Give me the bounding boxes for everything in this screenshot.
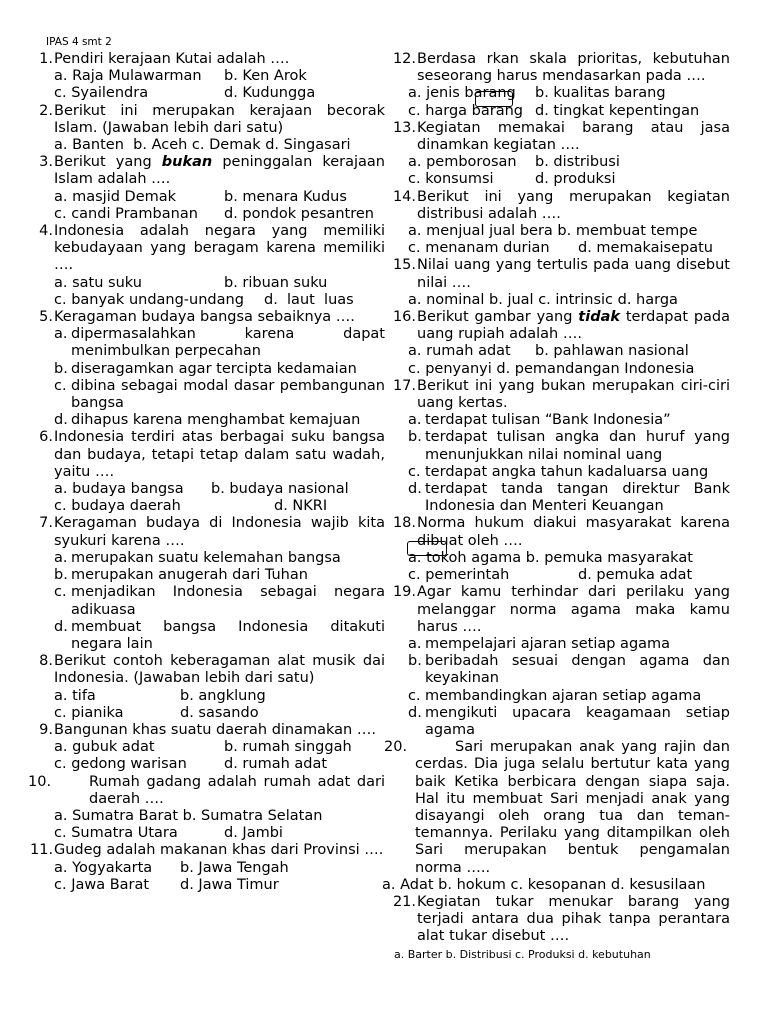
option-b: b. rumah singgah bbox=[224, 739, 352, 756]
right-column bbox=[378, 51, 730, 963]
option-c: c. Syailendra bbox=[54, 85, 149, 102]
question-number: 6. bbox=[39, 429, 53, 446]
option-text: dihapus karena menghambat kemajuan bbox=[71, 412, 361, 429]
option-d: d. pemuka adat bbox=[578, 567, 693, 584]
option-c bbox=[30, 584, 385, 618]
options-row: a. tokoh agama b. pemuka masyarakat bbox=[408, 549, 693, 566]
option-key: b. bbox=[54, 567, 68, 584]
options-row bbox=[30, 481, 385, 498]
option-c: c. pemerintah bbox=[408, 567, 510, 584]
question-16 bbox=[378, 309, 730, 343]
option-c: c. gedong warisan bbox=[54, 756, 187, 773]
question-3 bbox=[30, 154, 385, 188]
option-c bbox=[378, 688, 730, 705]
question-20 bbox=[384, 739, 730, 877]
option-text: dibina sebagai modal dasar pembangunan bangsa bbox=[71, 377, 385, 412]
emphasis-word: bukan bbox=[161, 154, 213, 171]
question-2 bbox=[30, 103, 385, 137]
emphasis-word: tidak bbox=[578, 309, 621, 326]
question-number: 11. bbox=[30, 842, 54, 859]
option-d: d. tingkat kepentingan bbox=[535, 102, 700, 119]
option-c bbox=[378, 464, 730, 481]
document-header: IPAS 4 smt 2 bbox=[46, 36, 112, 48]
question-text: Rumah gadang adalah rumah adat dari daerah …. bbox=[89, 773, 385, 807]
question-text: Indonesia terdiri atas berbagai suku bangsa dan budaya, tetapi tetap dalam satu wadah, yaitu …. bbox=[54, 429, 385, 480]
option-a bbox=[30, 326, 385, 360]
option-d: d. rumah adat bbox=[224, 756, 328, 773]
question-10 bbox=[28, 774, 385, 808]
option-key: b. bbox=[408, 429, 422, 446]
question-number: 10. bbox=[28, 773, 52, 790]
option-b: b. menara Kudus bbox=[224, 188, 347, 205]
option-c: c. konsumsi bbox=[408, 171, 494, 188]
option-a: a. gubuk adat bbox=[54, 739, 155, 756]
option-d: d. memakaisepatu bbox=[578, 240, 713, 257]
options-row: c. penyanyi d. pemandangan Indonesia bbox=[408, 360, 695, 377]
text-part: Berikut gambar yang bbox=[417, 309, 573, 326]
question-number: 13. bbox=[392, 119, 416, 136]
question-number: 16. bbox=[392, 309, 416, 326]
options-row: a. menjual jual bera b. membuat tempe bbox=[408, 223, 698, 240]
option-d: d. sasando bbox=[180, 704, 259, 721]
option-a: a. jenis barang bbox=[408, 85, 516, 102]
left-column bbox=[30, 51, 385, 894]
option-key: a. bbox=[408, 412, 422, 429]
option-a: a. pemborosan bbox=[408, 154, 517, 171]
option-a: a. masjid Demak bbox=[54, 188, 177, 205]
option-b: b. angklung bbox=[180, 687, 266, 704]
option-key: c. bbox=[408, 463, 421, 480]
option-b: b. Jawa Tengah bbox=[180, 859, 289, 876]
option-a: a. tifa bbox=[54, 687, 96, 704]
option-c: c. harga barang bbox=[408, 102, 524, 119]
option-b: b. distribusi bbox=[535, 154, 620, 171]
options-row: a. nominal b. jual c. intrinsic d. harga bbox=[408, 291, 678, 308]
question-text: Sari merupakan anak yang rajin dan cerdas. Dia juga selalu bertutur kata yang baik Ketika berbicara dengan siapa saja. Hal itu membuat Sari menjadi anak yang disayangi oleh orang tua dan teman-temannya. Perilaku yang ditampilkan oleh Sari merupakan bentuk pengamalan norma ….. bbox=[415, 739, 730, 876]
option-text: terdapat tulisan “Bank Indonesia” bbox=[425, 412, 671, 429]
option-key: c. bbox=[54, 377, 67, 394]
option-text: mengikuti upacara keagamaan setiap agama bbox=[425, 704, 730, 738]
option-b: b. kualitas barang bbox=[535, 85, 666, 102]
option-text: merupakan suatu kelemahan bangsa bbox=[71, 549, 341, 566]
question-number: 14. bbox=[392, 188, 416, 205]
annotation-box bbox=[475, 91, 513, 107]
option-c: c. banyak undang-undang bbox=[54, 291, 244, 308]
question-number: 19. bbox=[392, 584, 416, 601]
option-key: d. bbox=[54, 412, 68, 429]
option-d bbox=[378, 705, 730, 739]
question-6 bbox=[30, 429, 385, 481]
option-c: c. candi Prambanan bbox=[54, 205, 198, 222]
question-number: 5. bbox=[39, 309, 53, 326]
options-row: a. Banten b. Aceh c. Demak d. Singasari bbox=[54, 137, 351, 154]
options-row bbox=[378, 103, 730, 120]
option-a: a. Yogyakarta bbox=[54, 859, 153, 876]
option-key: d. bbox=[408, 481, 422, 498]
option-c: c. Sumatra Utara bbox=[54, 825, 178, 842]
question-text: Berikut ini merupakan kerajaan becorak Islam. (Jawaban lebih dari satu) bbox=[54, 102, 385, 136]
question-text: Keragaman budaya di Indonesia wajib kita syukuri karena …. bbox=[54, 515, 385, 549]
option-key: a. bbox=[54, 549, 68, 566]
question-number: 1. bbox=[39, 51, 53, 67]
option-d: d. NKRI bbox=[274, 498, 328, 515]
option-b: b. ribuan suku bbox=[224, 274, 328, 291]
question-text: Indonesia adalah negara yang memiliki kebudayaan yang beragam karena memiliki …. bbox=[54, 223, 385, 274]
option-a bbox=[378, 412, 730, 429]
options-row bbox=[30, 825, 385, 842]
option-b bbox=[378, 653, 730, 687]
option-text: terdapat angka tahun kadaluarsa uang bbox=[425, 463, 709, 480]
question-number: 17. bbox=[392, 377, 416, 394]
options-row bbox=[30, 292, 385, 309]
question-text: Kegiatan tukar menukar barang yang terjadi antara dua pihak tanpa perantara alat tukar disebut …. bbox=[417, 893, 730, 945]
question-21 bbox=[378, 894, 730, 946]
question-4 bbox=[30, 223, 385, 275]
option-a bbox=[30, 550, 385, 567]
options-row bbox=[378, 171, 730, 188]
options-row bbox=[30, 189, 385, 206]
question-number: 3. bbox=[39, 154, 53, 171]
question-text: Norma hukum diakui masyarakat karena dibuat oleh …. bbox=[417, 515, 730, 549]
option-a: a. rumah adat bbox=[408, 343, 511, 360]
question-17 bbox=[378, 378, 730, 412]
option-key: b. bbox=[408, 653, 422, 670]
option-key: c. bbox=[54, 584, 67, 601]
text-part: Berikut yang bbox=[54, 154, 152, 171]
question-8 bbox=[30, 653, 385, 687]
options-row bbox=[30, 85, 385, 102]
option-c: c. pianika bbox=[54, 704, 124, 721]
options-row bbox=[378, 85, 730, 102]
option-text: terdapat tanda tangan direktur Bank Indonesia dan Menteri Keuangan bbox=[425, 481, 730, 515]
question-11 bbox=[30, 842, 385, 859]
question-text bbox=[54, 154, 385, 188]
question-text: Gudeg adalah makanan khas dari Provinsi …. bbox=[54, 842, 384, 859]
option-d bbox=[378, 481, 730, 515]
option-text: terdapat tulisan angka dan huruf yang menunjukkan nilai nominal uang bbox=[425, 429, 730, 463]
question-text: Bangunan khas suatu daerah dinamakan …. bbox=[54, 721, 376, 738]
annotation-box bbox=[407, 541, 447, 556]
option-d bbox=[30, 412, 385, 429]
option-b: b. pahlawan nasional bbox=[535, 343, 689, 360]
option-d: d. pondok pesantren bbox=[224, 205, 374, 222]
question-text: Nilai uang yang tertulis pada uang disebut nilai …. bbox=[417, 257, 730, 291]
options-row bbox=[378, 154, 730, 171]
question-text: Keragaman budaya bangsa sebaiknya …. bbox=[54, 309, 355, 326]
option-c bbox=[30, 378, 385, 412]
options-row bbox=[30, 860, 385, 877]
option-b bbox=[378, 429, 730, 463]
option-c: c. budaya daerah bbox=[54, 498, 181, 515]
question-5 bbox=[30, 309, 385, 326]
option-d: d. Jawa Timur bbox=[180, 876, 279, 893]
option-d: d. Jambi bbox=[224, 825, 283, 842]
question-7 bbox=[30, 515, 385, 549]
option-text: merupakan anugerah dari Tuhan bbox=[71, 567, 308, 584]
option-key: b. bbox=[54, 360, 68, 377]
options-row: a. Barter b. Distribusi c. Produksi d. kebutuhan bbox=[394, 947, 651, 961]
question-9 bbox=[30, 722, 385, 739]
question-1 bbox=[30, 51, 385, 68]
options-row bbox=[30, 68, 385, 85]
options-row bbox=[30, 705, 385, 722]
option-key: a. bbox=[54, 326, 68, 343]
options-row bbox=[378, 567, 730, 584]
options-row: a. Sumatra Barat b. Sumatra Selatan bbox=[54, 807, 323, 824]
question-text: Berikut contoh keberagaman alat musik dai Indonesia. (Jawaban lebih dari satu) bbox=[54, 653, 385, 687]
option-key: a. bbox=[408, 635, 422, 652]
option-key: d. bbox=[54, 618, 68, 635]
option-key: c. bbox=[408, 687, 421, 704]
text-part: peninggalan kerajaan Islam adalah …. bbox=[54, 154, 386, 188]
question-number: 21. bbox=[392, 893, 416, 910]
options-row bbox=[30, 206, 385, 223]
option-b: b. Ken Arok bbox=[224, 68, 307, 85]
question-number: 20. bbox=[384, 739, 408, 756]
question-number: 2. bbox=[39, 102, 53, 119]
options-row bbox=[30, 756, 385, 773]
option-text: dipermasalahkan karena dapat menimbulkan perpecahan bbox=[71, 326, 385, 360]
question-text: Kegiatan memakai barang atau jasa dinamkan kegiatan …. bbox=[417, 119, 730, 154]
question-number: 9. bbox=[39, 721, 53, 738]
question-text: Berikut ini yang bukan merupakan ciri-ciri uang kertas. bbox=[417, 377, 730, 412]
option-a: a. budaya bangsa bbox=[54, 481, 184, 498]
option-a bbox=[378, 636, 730, 653]
options-row bbox=[378, 343, 730, 360]
option-d: d. Kudungga bbox=[224, 85, 316, 102]
question-number: 15. bbox=[392, 257, 416, 274]
options-row bbox=[30, 739, 385, 756]
option-text: diseragamkan agar tercipta kedamaian bbox=[71, 360, 357, 377]
option-b: b. budaya nasional bbox=[211, 481, 349, 498]
option-text: membandingkan ajaran setiap agama bbox=[425, 687, 702, 704]
question-number: 12. bbox=[392, 51, 416, 67]
question-15 bbox=[378, 257, 730, 291]
option-d bbox=[30, 619, 385, 653]
options-row: a. Adat b. hokum c. kesopanan d. kesusilaan bbox=[382, 876, 706, 893]
question-number: 4. bbox=[39, 223, 53, 240]
options-row bbox=[378, 240, 730, 257]
option-d: d. produksi bbox=[535, 171, 616, 188]
question-13 bbox=[378, 120, 730, 154]
options-row bbox=[30, 877, 385, 894]
option-text: mempelajari ajaran setiap agama bbox=[425, 635, 671, 652]
option-text: membuat bangsa Indonesia ditakuti negara lain bbox=[71, 618, 385, 652]
question-12 bbox=[378, 51, 730, 85]
option-text: menjadikan Indonesia sebagai negara adikuasa bbox=[71, 584, 385, 618]
option-a: a. Raja Mulawarman bbox=[54, 68, 202, 85]
question-14 bbox=[378, 189, 730, 223]
question-19 bbox=[378, 584, 730, 636]
question-text: Berikut ini yang merupakan kegiatan distribusi adalah …. bbox=[417, 188, 730, 222]
question-text: Agar kamu terhindar dari perilaku yang melanggar norma agama maka kamu harus …. bbox=[417, 584, 730, 635]
option-b bbox=[30, 567, 385, 584]
question-text bbox=[417, 309, 730, 343]
options-row bbox=[30, 688, 385, 705]
option-c: c. Jawa Barat bbox=[54, 876, 150, 893]
option-a: a. satu suku bbox=[54, 274, 142, 291]
options-row bbox=[30, 275, 385, 292]
option-b bbox=[30, 361, 385, 378]
option-d: d. laut luas bbox=[264, 291, 354, 308]
option-key: d. bbox=[408, 704, 422, 721]
option-text: beribadah sesuai dengan agama dan keyakinan bbox=[425, 653, 730, 687]
question-number: 7. bbox=[39, 515, 53, 532]
question-number: 18. bbox=[392, 515, 416, 532]
question-text: Berdasa rkan skala prioritas, kebutuhan seseorang harus mendasarkan pada …. bbox=[417, 51, 730, 85]
text-part: terdapat pada uang rupiah adalah …. bbox=[417, 309, 731, 343]
options-row bbox=[30, 498, 385, 515]
question-number: 8. bbox=[39, 653, 53, 670]
option-c: c. menanam durian bbox=[408, 240, 550, 257]
question-text: Pendiri kerajaan Kutai adalah …. bbox=[54, 51, 290, 67]
